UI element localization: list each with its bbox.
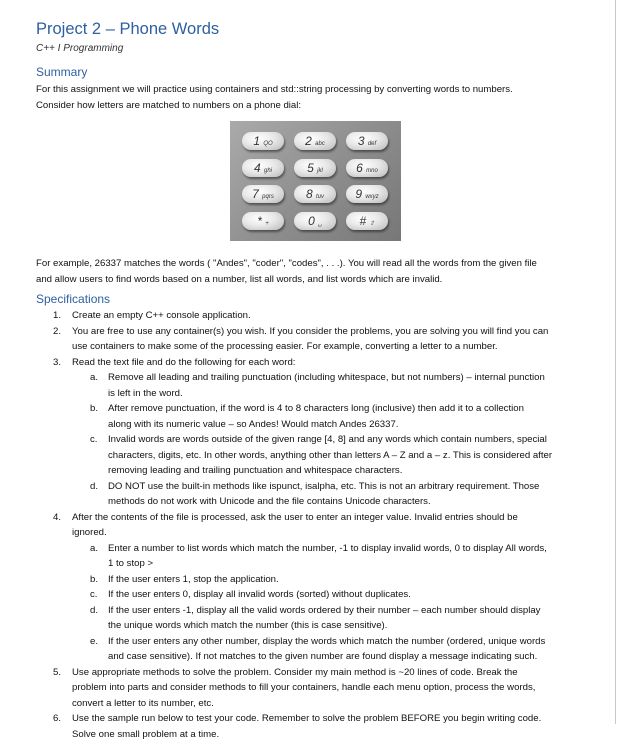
key-letters: ghi <box>264 168 272 174</box>
keypad-key <box>346 212 388 230</box>
summary-line: For this assignment we will practice using containers and std::string processing by converting words to numbers. <box>36 82 584 98</box>
key-letters: mno <box>366 168 378 174</box>
key-letters: tuv <box>316 194 324 200</box>
item-text-line: Invalid words are words outside of the given range [4, 8] and any words which contain numbers, special <box>108 432 584 448</box>
item-number: 2. <box>53 324 61 340</box>
item-text-line: You are free to use any container(s) you wish. If you consider the problems, you are solving you will find you can <box>72 324 584 340</box>
key-digit: 6 <box>356 161 363 175</box>
key-digit: 3 <box>358 134 365 148</box>
key-digit: # <box>359 214 366 228</box>
example-line: and allow users to find words based on a number, list all words, and list words which are invalid. <box>36 272 584 288</box>
key-digit: 8 <box>306 187 313 201</box>
item-text-line: problem into parts and consider methods to fill your containers, handle each menu option, process the words, <box>72 680 584 696</box>
item-number: 1. <box>53 308 61 324</box>
item-text-line: 1 to stop > <box>108 556 584 572</box>
key-letters: def <box>368 141 376 147</box>
key-digit: 9 <box>355 187 362 201</box>
summary-line: Consider how letters are matched to numbers on a phone dial: <box>36 98 584 114</box>
page-subtitle: C++ I Programming <box>36 43 123 54</box>
key-digit: * <box>257 214 262 228</box>
page-title: Project 2 – Phone Words <box>36 20 219 39</box>
item-number: b. <box>90 572 98 588</box>
key-letters: jkl <box>317 168 323 174</box>
keypad-key <box>294 185 336 203</box>
key-digit: 5 <box>307 161 314 175</box>
key-letters: pqrs <box>262 194 274 200</box>
item-number: a. <box>90 541 98 557</box>
item-text-line: removing leading and trailing punctuation and whitespace characters. <box>108 463 584 479</box>
item-text-line: DO NOT use the built-in methods like ispunct, isalpha, etc. This is not an arbitrary requirement. Those <box>108 479 584 495</box>
item-text-line: convert a letter to its number, etc. <box>72 696 584 712</box>
keypad-key <box>242 185 284 203</box>
item-text-line: Use the sample run below to test your code. Remember to solve the problem BEFORE you begin writing code. <box>72 711 584 727</box>
item-text-line: If the user enters any other number, display the words which match the number (ordered, unique words <box>108 634 584 650</box>
summary-heading: Summary <box>36 65 87 79</box>
item-text-line: is left in the word. <box>108 386 584 402</box>
key-digit: 4 <box>254 161 261 175</box>
specifications-heading: Specifications <box>36 292 110 306</box>
item-text-line: Solve one small problem at a time. <box>72 727 584 742</box>
item-number: 3. <box>53 355 61 371</box>
keypad-key <box>346 185 388 203</box>
key-digit: 0 <box>308 214 315 228</box>
item-number: e. <box>90 634 98 650</box>
key-letters: abc <box>315 141 325 147</box>
keypad-key <box>294 159 336 177</box>
keypad-key <box>242 159 284 177</box>
item-text-line: After the contents of the file is processed, ask the user to enter an integer value. Invalid entries should be <box>72 510 584 526</box>
key-digit: 2 <box>305 134 312 148</box>
item-text-line: characters, digits, etc. In other words, anything other than letters A – Z and a – z. This is considered after <box>108 448 584 464</box>
keypad-key <box>242 132 284 150</box>
keypad-key <box>346 132 388 150</box>
keypad-key <box>294 132 336 150</box>
key-letters: ⇧ <box>370 221 375 227</box>
item-number: c. <box>90 587 97 603</box>
item-number: a. <box>90 370 98 386</box>
key-digit: 7 <box>252 187 259 201</box>
item-text-line: Remove all leading and trailing punctuation (including whitespace, but not numbers) – internal punction <box>108 370 584 386</box>
item-text-line: If the user enters 1, stop the application. <box>108 572 584 588</box>
keypad-key <box>346 159 388 177</box>
item-text-line: Use appropriate methods to solve the problem. Consider my main method is ~20 lines of code. Break the <box>72 665 584 681</box>
item-text-line: methods do not work with Unicode and the file contains Unicode characters. <box>108 494 584 510</box>
key-letters: + <box>265 221 269 227</box>
item-text-line: ignored. <box>72 525 584 541</box>
item-number: c. <box>90 432 97 448</box>
phone-keypad-image <box>230 121 401 241</box>
key-letters: wxyz <box>365 194 378 200</box>
keypad-key <box>294 212 336 230</box>
item-text-line: and case sensitive). If not matches to the given number are found display a message indicating such. <box>108 649 584 665</box>
page-border <box>615 0 616 724</box>
key-letters: QO <box>263 141 272 147</box>
item-text-line: Create an empty C++ console application. <box>72 308 584 324</box>
item-number: 4. <box>53 510 61 526</box>
item-text-line: If the user enters -1, display all the valid words ordered by their number – each number should display <box>108 603 584 619</box>
example-paragraph <box>36 256 584 287</box>
item-text-line: After remove punctuation, if the word is 4 to 8 characters long (inclusive) then add it to a collection <box>108 401 584 417</box>
item-number: b. <box>90 401 98 417</box>
key-digit: 1 <box>253 134 260 148</box>
item-number: d. <box>90 603 98 619</box>
item-number: 5. <box>53 665 61 681</box>
key-letters: ␣ <box>318 221 322 227</box>
item-text-line: along with its numeric value – so Andes! Would match Andes 26337. <box>108 417 584 433</box>
item-text-line: If the user enters 0, display all invalid words (sorted) without duplicates. <box>108 587 584 603</box>
item-number: 6. <box>53 711 61 727</box>
item-text-line: use containers to make some of the processing easier. For example, converting a letter to a number. <box>72 339 584 355</box>
item-text-line: Read the text file and do the following for each word: <box>72 355 584 371</box>
keypad-key <box>242 212 284 230</box>
summary-paragraph <box>36 82 584 113</box>
item-text-line: Enter a number to list words which match the number, -1 to display invalid words, 0 to display All words, <box>108 541 584 557</box>
item-number: d. <box>90 479 98 495</box>
item-text-line: the unique words which match the number (this is case sensitive). <box>108 618 584 634</box>
example-line: For example, 26337 matches the words ( "Andes", "coder", "codes", . . .). You will read all the words from the given file <box>36 256 584 272</box>
